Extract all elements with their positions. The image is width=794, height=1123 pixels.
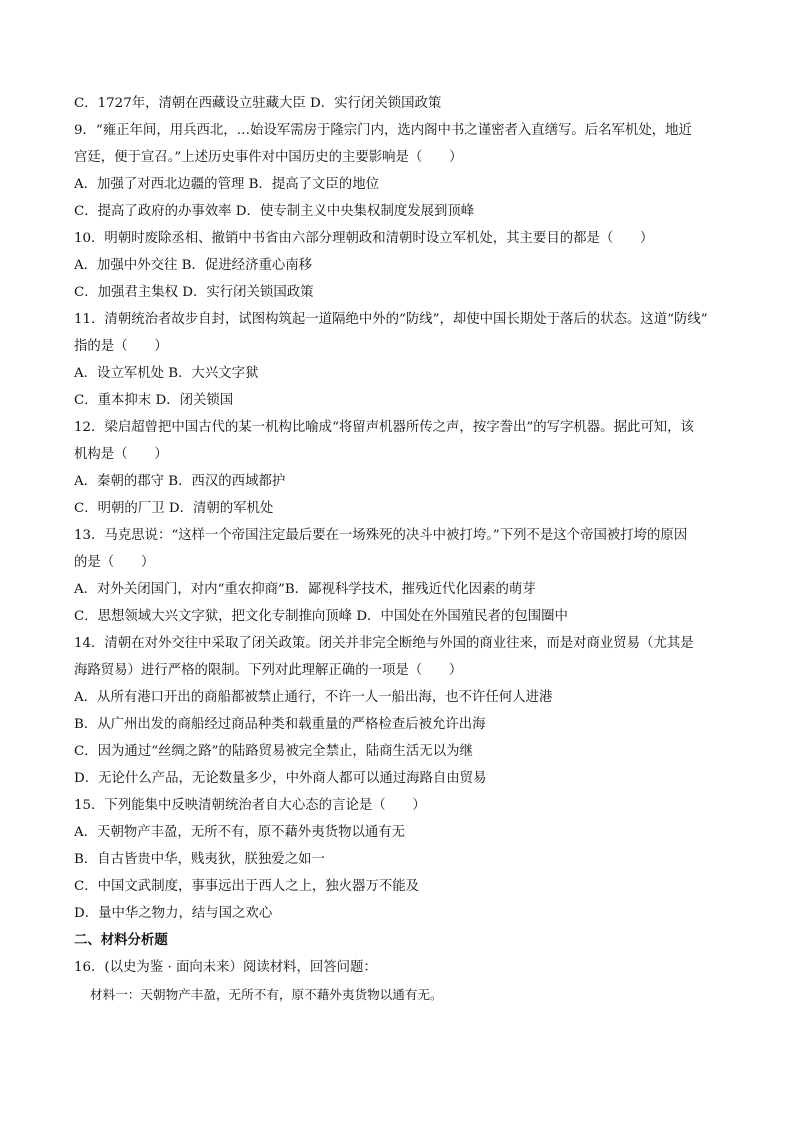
option-line: D．无论什么产品，无论数量多少，中外商人都可以通过海路自由贸易	[74, 771, 487, 786]
question-content	[74, 90, 726, 1008]
text-line: C．1727年，清朝在西藏设立驻藏大臣 D．实行闭关锁国政策	[74, 96, 442, 111]
option-line: C．加强君主集权 D．实行闭关锁国政策	[74, 285, 314, 300]
question-13: 13．马克思说：“这样一个帝国注定最后要在一场殊死的决斗中被打垮。”下列不是这个帝国被打垮的原因	[74, 528, 688, 543]
text-line: 宫廷，便于宣召。”上述历史事件对中国历史的主要影响是（ ）	[74, 150, 463, 165]
question-16: 16．(以史为鉴 · 面向未来）阅读材料，回答问题：	[74, 960, 377, 975]
question-12: 12．梁启超曾把中国古代的某一机构比喻成“将留声机器所传之声，按字誊出”的写字机器。据此可知，该	[74, 420, 694, 435]
option-line: C．提高了政府的办事效率 D．使专制主义中央集权制度发展到顶峰	[74, 204, 475, 219]
question-15: 15．下列能集中反映清朝统治者自大心态的言论是（ ）	[74, 798, 426, 813]
option-line: A．秦朝的郡守 B．西汉的西域都护	[74, 474, 286, 489]
option-line: A．对外关闭国门，对内“重农抑商”B．鄙视科学技术，摧残近代化因素的萌芽	[74, 582, 536, 597]
option-line: C．因为通过“丝绸之路”的陆路贸易被完全禁止，陆商生活无以为继	[74, 744, 473, 759]
option-line: A．设立军机处 B．大兴文字狱	[74, 366, 259, 381]
text-line: 的是（ ）	[74, 555, 155, 570]
material-1: 材料一：天朝物产丰盈，无所不有，原不藉外夷货物以通有无。	[90, 987, 443, 1002]
question-9: 9．“雍正年间，用兵西北，…始设军需房于隆宗门内，选内阁中书之谨密者入直缮写。后名军机处，地近	[74, 123, 692, 138]
text-line: 机构是（ ）	[74, 447, 168, 462]
option-line: B．自古皆贵中华，贱夷狄，朕独爱之如一	[74, 852, 325, 867]
option-line: A．加强了对西北边疆的管理 B．提高了文臣的地位	[74, 177, 379, 192]
option-line: A．天朝物产丰盈，无所不有，原不藉外夷货物以通有无	[74, 825, 406, 840]
section-title: 二、材料分析题	[74, 933, 168, 948]
text-line: 海路贸易）进行严格的限制。下列对此理解正确的一项是（ ）	[74, 663, 463, 678]
option-line: A．加强中外交往 B．促进经济重心南移	[74, 258, 313, 273]
text-line: 指的是（ ）	[74, 339, 168, 354]
option-line: C．思想领域大兴文字狱，把文化专制推向顶峰 D．中国处在外国殖民者的包围圈中	[74, 609, 568, 624]
option-line: A．从所有港口开出的商船都被禁止通行，不许一人一船出海，也不许任何人进港	[74, 690, 553, 705]
option-line: C．中国文武制度，事事远出于西人之上，独火器万不能及	[74, 879, 420, 894]
question-11: 11．清朝统治者故步自封，试图构筑起一道隔绝中外的“防线”，却使中国长期处于落后的状态。这道“防线”	[74, 312, 708, 327]
question-14: 14．清朝在对外交往中采取了闭关政策。闭关并非完全断绝与外国的商业往来，而是对商业贸易（尤其是	[74, 636, 694, 651]
option-line: C．明朝的厂卫 D．清朝的军机处	[74, 501, 274, 516]
question-10: 10．明朝时废除丞相、撤销中书省由六部分理朝政和清朝时设立军机处，其主要目的都是（ ）	[74, 231, 654, 246]
option-line: D．量中华之物力，结与国之欢心	[74, 906, 273, 921]
option-line: B．从广州出发的商船经过商品种类和载重量的严格检查后被允许出海	[74, 717, 486, 732]
option-line: C．重本抑末 D．闭关锁国	[74, 393, 234, 408]
